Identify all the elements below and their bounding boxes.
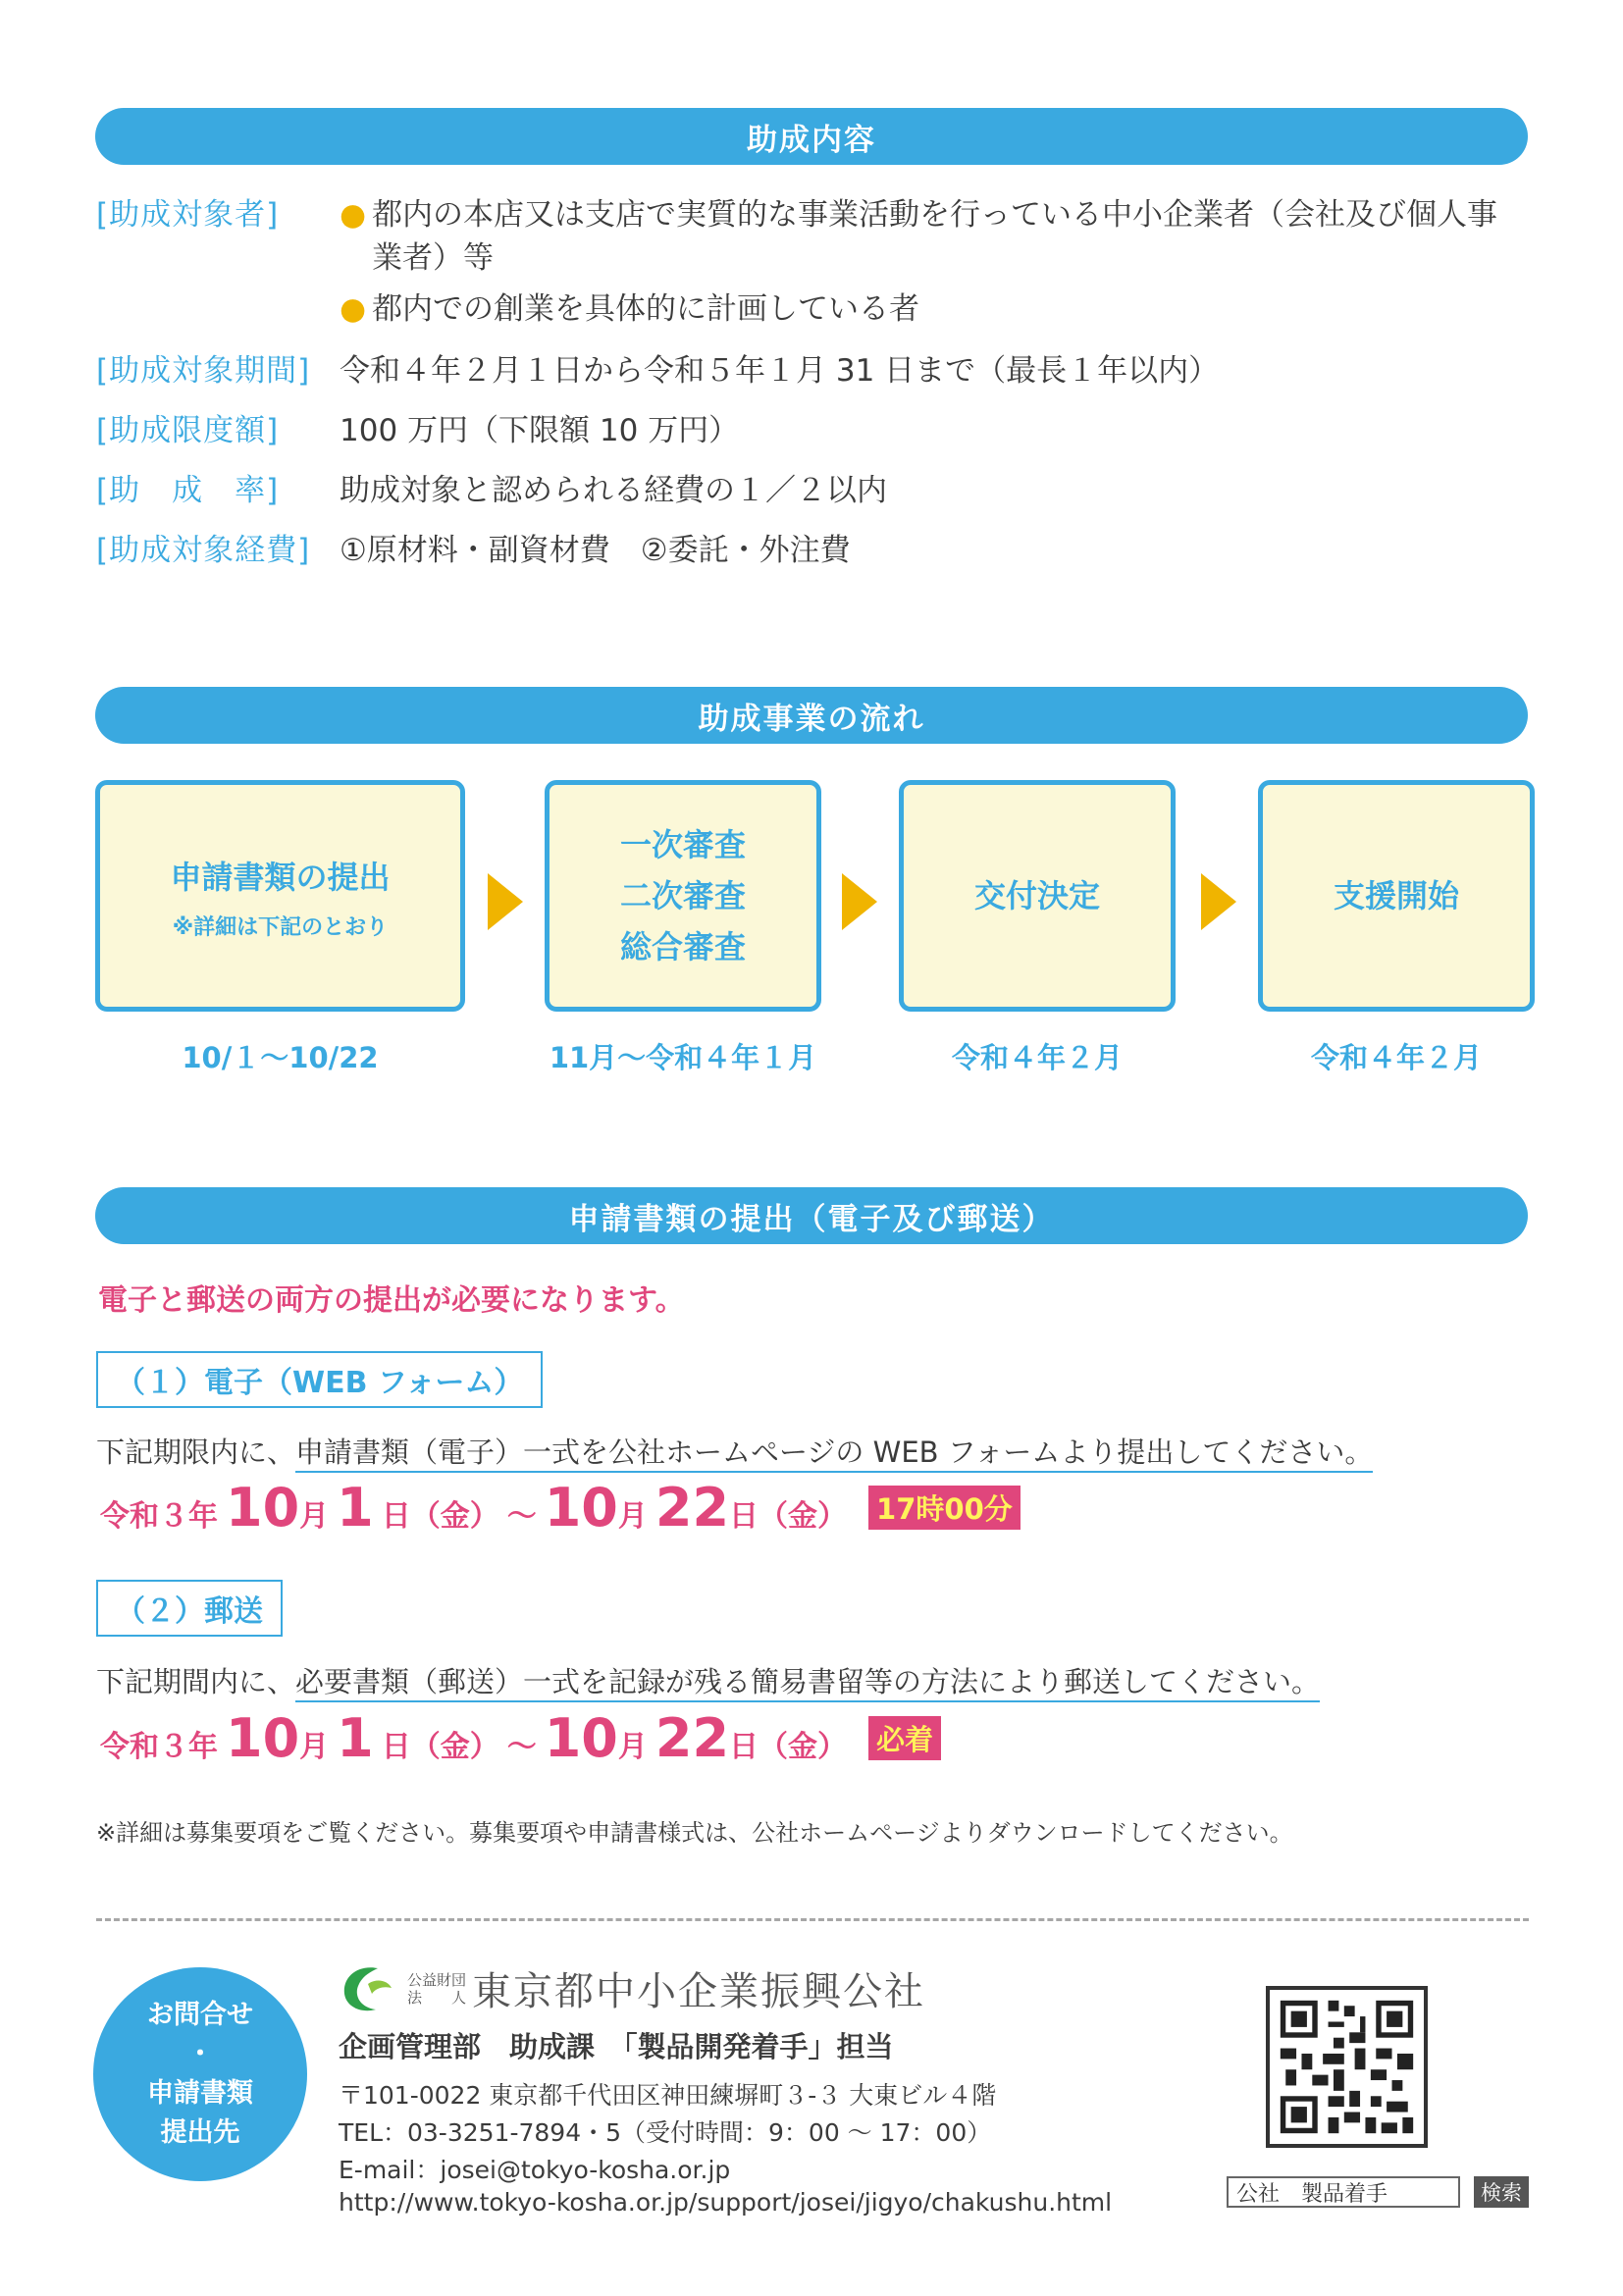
bullet-dot-icon: ● — [340, 291, 367, 327]
organization-header: 公益財団 法 人 東京都中小企業振興公社 — [339, 1960, 925, 2016]
row-grant-period — [96, 349, 1527, 392]
row-eligible-applicants — [96, 193, 1527, 331]
tel-line: TEL：03-3251-7894・5（受付時間：9：00 ～ 17：00） — [339, 2118, 992, 2147]
flow-arrow-icon — [842, 873, 877, 930]
electronic-label: （１）電子（WEB フォーム） — [96, 1351, 543, 1408]
search-button[interactable]: 検索 — [1474, 2176, 1529, 2208]
row-value-bullet: 都内の本店又は支店で実質的な事業活動を行っている中小企業者（会社及び個人事業者）等 — [372, 197, 1498, 276]
row-label: [助成限度額] — [96, 413, 280, 448]
dashed-divider — [96, 1918, 1529, 1921]
flow-date: 11月～令和４年１月 — [549, 1041, 817, 1074]
organization-logo-icon — [339, 1962, 395, 2015]
row-label: [助 成 率] — [96, 473, 280, 508]
mail-instruction: 下記期間内に、必要書類（郵送）一式を記録が残る簡易書留等の方法により郵送してください。 — [96, 1660, 1320, 1700]
row-value: 助成対象と認められる経費の１／２以内 — [340, 473, 887, 508]
bullet-dot-icon: ● — [340, 197, 367, 233]
flow-date: 10/１～10/22 — [182, 1041, 379, 1074]
search-box — [1227, 2176, 1529, 2208]
flow-arrow-icon — [1201, 873, 1236, 930]
section-heading-submission: 申請書類の提出（電子及び郵送） — [95, 1187, 1528, 1244]
flow-step-submission: 申請書類の提出 ※詳細は下記のとおり — [95, 780, 465, 1012]
flow-arrow-icon — [488, 873, 523, 930]
row-value: 100 万円（下限額 10 万円） — [340, 413, 740, 448]
row-grant-limit — [96, 409, 1527, 452]
details-note: ※詳細は募集要項をご覧ください。募集要項や申請書様式は、公社ホームページよりダウンロードしてください。 — [96, 1819, 1293, 1847]
qr-code-icon — [1266, 1986, 1428, 2148]
row-eligible-expenses — [96, 529, 1527, 572]
flow-date: 令和４年２月 — [1310, 1041, 1482, 1074]
flow-step-decision: 交付決定 — [899, 780, 1176, 1012]
contact-circle-badge: お問合せ ・ 申請書類 提出先 — [93, 1967, 307, 2181]
row-grant-rate — [96, 469, 1527, 512]
flow-date: 令和４年２月 — [951, 1041, 1123, 1074]
website-link[interactable]: http://www.tokyo-kosha.or.jp/support/josei/jigyo/chakushu.html — [339, 2188, 1113, 2217]
department-line: 企画管理部 助成課 「製品開発着手」担当 — [339, 2030, 894, 2063]
row-label: [助成対象期間] — [96, 353, 311, 389]
organization-name: 東京都中小企業振興公社 — [472, 1969, 926, 2014]
section-heading-grant-content: 助成内容 — [95, 108, 1528, 165]
row-value-bullet: 都内での創業を具体的に計画している者 — [372, 291, 920, 327]
row-label: [助成対象者] — [96, 197, 280, 233]
email-line: E-mail：josei@tokyo-kosha.or.jp — [339, 2156, 731, 2184]
section-heading-flow: 助成事業の流れ — [95, 687, 1528, 744]
row-value: ①原材料・副資材費 ②委託・外注費 — [340, 533, 851, 568]
row-value: 令和４年２月１日から令和５年１月 31 日まで（最長１年以内） — [340, 353, 1220, 389]
row-label: [助成対象経費] — [96, 533, 311, 568]
mail-deadline: 令和３年 10 月 1 日 （金） ～ 10 月 22 日 （金） 必着 — [100, 1707, 941, 1769]
deadline-time-badge: 17時00分 — [868, 1486, 1021, 1530]
electronic-instruction: 下記期限内に、申請書類（電子）一式を公社ホームページの WEB フォームより提出してください。 — [96, 1431, 1373, 1471]
search-input[interactable]: 公社 製品着手 — [1227, 2176, 1460, 2208]
electronic-deadline: 令和３年 10 月 1 日 （金） ～ 10 月 22 日 （金） 17時00分 — [100, 1477, 1021, 1539]
address-line: 〒101-0022 東京都千代田区神田練塀町３-３ 大東ビル４階 — [339, 2081, 997, 2110]
flow-step-support-start: 支援開始 — [1258, 780, 1535, 1012]
submission-notice: 電子と郵送の両方の提出が必要になります。 — [98, 1283, 685, 1318]
flow-step-review: 一次審査 二次審査 総合審査 — [545, 780, 821, 1012]
mail-label: （２）郵送 — [96, 1580, 283, 1637]
must-arrive-badge: 必着 — [868, 1716, 941, 1760]
